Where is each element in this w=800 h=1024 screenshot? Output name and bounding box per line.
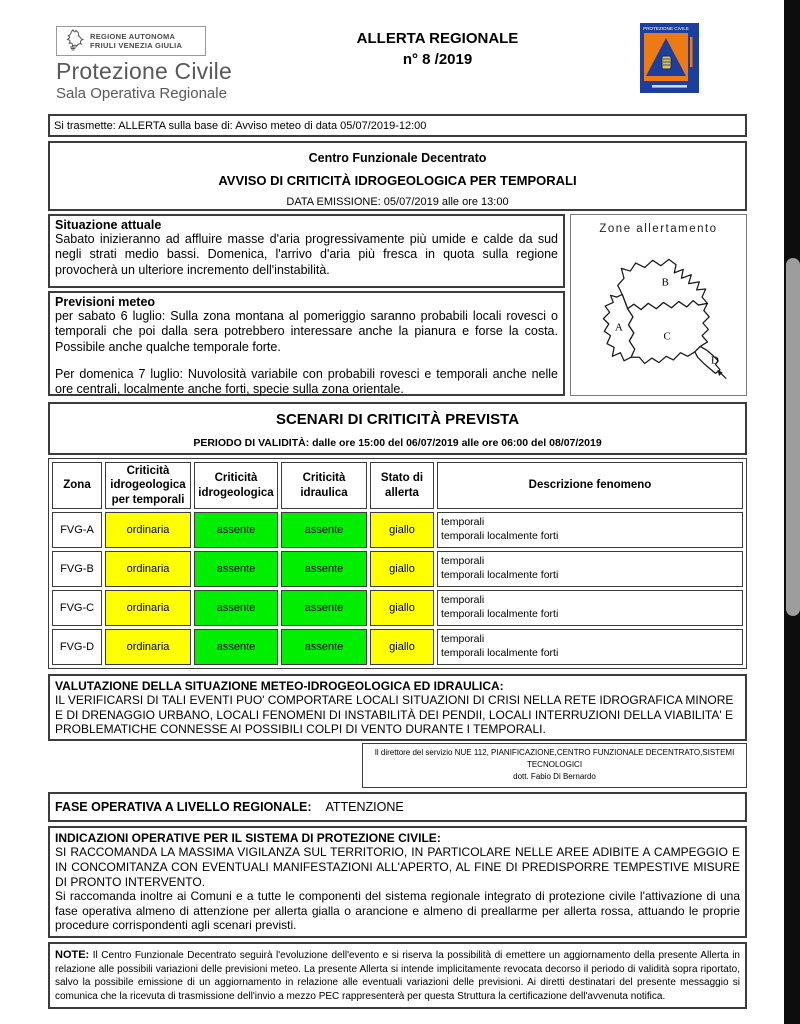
table-row [52, 590, 743, 626]
fase-operativa-box [48, 792, 747, 822]
descrizione-cell [437, 512, 743, 548]
scenari-validity: PERIODO DI VALIDITÀ: dalle ore 15:00 del 06/07/2019 alle ore 06:00 del 08/07/2019 [193, 437, 602, 449]
document-header [48, 0, 747, 106]
map-label-b: B [661, 276, 669, 289]
stato-allerta-cell: giallo [370, 512, 434, 548]
table-row [52, 629, 743, 665]
scrollbar-thumb[interactable] [786, 258, 800, 616]
descrizione-cell [437, 551, 743, 587]
crit-idraulica-cell: assente [281, 551, 367, 587]
stato-allerta-cell: giallo [370, 629, 434, 665]
map-label-d: D [710, 354, 719, 367]
document-title-line1: ALLERTA REGIONALE [356, 30, 519, 47]
col-header-descrizione: Descrizione fenomeno [437, 462, 743, 509]
situation-column [48, 214, 565, 396]
director-title: Il direttore del servizio NUE 112, PIANIFICAZIONE,CENTRO FUNZIONALE DECENTRATO,SISTEMI TECNOLOGICI [374, 748, 735, 770]
previsioni-meteo-box [48, 291, 565, 396]
note-body: Il Centro Funzionale Decentrato seguirà l'evoluzione dell'evento e si riserva la possibilità di emettere un aggiornamento della presente Allerta in relazione alle possibili variazioni delle previsioni meteo. La presente Allerta si intende implicitamente revocata decorso il periodo di validità sopra riportato, salvo la possibile emissione di un aggiornamento in relazione alle eventuali variazioni delle previsioni. Ai diretti destinatari del presente messaggio si comunica che la ricevuta di trasmissione dell'invio a mezzo PEC rappresenterà per questa Struttura la certificazione dell'avvenuta notifica. [55, 950, 740, 1002]
avviso-title: AVVISO DI CRITICITÀ IDROGEOLOGICA PER TEMPORALI [218, 173, 577, 188]
col-header-crit-idraulica: Criticità idraulica [281, 462, 367, 509]
org-subtitle: Sala Operativa Regionale [56, 85, 227, 102]
descrizione-line2: temporali localmente forti [441, 608, 559, 621]
situation-row [48, 214, 747, 396]
note-box [48, 942, 747, 1009]
crit-idrogeologica-cell: assente [194, 551, 278, 587]
scrollbar-track[interactable] [784, 0, 800, 1024]
descrizione-line1: temporali [441, 594, 485, 607]
col-header-zona: Zona [52, 462, 102, 509]
situazione-title: Situazione attuale [55, 218, 162, 232]
cfd-title: Centro Funzionale Decentrato [308, 151, 487, 165]
previsioni-paragraph-2: Per domenica 7 luglio: Nuvolosità variabile con probabili rovesci e temporali anche nelle ore centrali, localmente anche forti, specie sulla zona orientale. [55, 366, 558, 396]
stato-allerta-cell: giallo [370, 590, 434, 626]
col-header-stato-allerta: Stato di allerta [370, 462, 434, 509]
avviso-header-box [48, 141, 747, 211]
document-title-line2: n° 8 /2019 [402, 51, 473, 68]
region-name-line2: FRIULI VENEZIA GIULIA [90, 41, 183, 50]
regione-logo [56, 26, 286, 102]
col-header-crit-temporali: Criticità idrogeologica per temporali [105, 462, 191, 509]
valutazione-body: IL VERIFICARSI DI TALI EVENTI PUO' COMPORTARE LOCALI SITUAZIONI DI CRISI NELLA RETE IDROGRAFICA MINORE E DI DRENAGGIO URBANO, LOCALI FENOMENI DI INSTABILITÀ DEI PENDII, LOCALI INTERRUZIONI DELLA VIABILITA' E PROBLEMATICHE CONNESSE AI POSSIBILI COLPI DI VENTO DURANTE I TEMPORALI. [55, 693, 734, 736]
scenari-title: SCENARI DI CRITICITÀ PREVISTA [275, 411, 520, 428]
crit-temporali-cell: ordinaria [105, 512, 191, 548]
transmit-line-text: Si trasmette: ALLERTA sulla base di: Avviso meteo di data 05/07/2019-12:00 [54, 120, 427, 132]
col-header-crit-idrogeologica: Criticità idrogeologica [194, 462, 278, 509]
stato-allerta-cell: giallo [370, 551, 434, 587]
criticality-table [49, 459, 746, 668]
descrizione-line2: temporali localmente forti [441, 569, 559, 582]
zona-cell: FVG-A [52, 512, 102, 548]
zona-cell: FVG-C [52, 590, 102, 626]
map-title: Zone allertamento [599, 223, 718, 235]
situazione-body: Sabato inizieranno ad affluire masse d'aria progressivamente più umide e calde da sud negli strati medio bassi. Domenica, l'arrivo d'aria più fresca in quota sulla regione provocherà un ulteriore incremento dell'instabilità. [55, 232, 558, 277]
crit-idrogeologica-cell: assente [194, 512, 278, 548]
indicazioni-title: INDICAZIONI OPERATIVE PER IL SISTEMA DI PROTEZIONE CIVILE: [55, 831, 441, 846]
crit-temporali-cell: ordinaria [105, 590, 191, 626]
table-row [52, 512, 743, 548]
zona-cell: FVG-D [52, 629, 102, 665]
table-header-row [52, 462, 743, 509]
indicazioni-box [48, 826, 747, 938]
fase-operativa-value: ATTENZIONE [325, 800, 404, 815]
descrizione-line1: temporali [441, 555, 485, 568]
org-name: Protezione Civile [56, 58, 232, 84]
director-row [48, 743, 747, 788]
alert-document [48, 0, 747, 1009]
crit-idrogeologica-cell: assente [194, 590, 278, 626]
document-title [258, 28, 617, 70]
fase-operativa-label: FASE OPERATIVA A LIVELLO REGIONALE: [55, 800, 312, 815]
crit-temporali-cell: ordinaria [105, 551, 191, 587]
descrizione-line1: temporali [441, 516, 485, 529]
crit-idraulica-cell: assente [281, 512, 367, 548]
transmit-line-box [48, 114, 747, 137]
director-name: dott. Fabio Di Bernardo [513, 772, 596, 782]
region-name-line1: REGIONE AUTONOMA [90, 31, 176, 41]
criticality-table-wrap [48, 458, 747, 669]
indicazioni-paragraph-2: Si raccomanda inoltre ai Comuni e a tutte le componenti del sistema regionale integrato di protezione civile l'attivazione di una fase operativa almeno di attenzione per allerta gialla o arancione e almeno di preallarme per allerta rossa, attuando le proprie procedure corrispondenti agli scenari previsti. [55, 889, 740, 933]
fvg-eagle-icon [61, 29, 85, 53]
situazione-attuale-box [48, 214, 565, 288]
valutazione-box [48, 674, 747, 741]
indicazioni-paragraph-1: SI RACCOMANDA LA MASSIMA VIGILANZA SUL TERRITORIO, IN PARTICOLARE NELLE AREE ADIBITE A CAMPEGGIO E IN CONCOMITANZA CON EVENTUALI MANIFESTAZIONI ALL'APERTO, AL FINE DI PREDISPORRE TEMPESTIVE MISURE DI PRONTO INTERVENTO. [55, 845, 740, 889]
regione-logo-box [56, 26, 206, 56]
descrizione-cell [437, 629, 743, 665]
crit-temporali-cell: ordinaria [105, 629, 191, 665]
emblem-top-text: PROTEZIONE CIVILE [643, 26, 689, 31]
zona-cell: FVG-B [52, 551, 102, 587]
descrizione-cell [437, 590, 743, 626]
note-label: NOTE: [55, 949, 90, 962]
crit-idraulica-cell: assente [281, 590, 367, 626]
zone-allertamento-box [570, 214, 747, 396]
scenari-header-box [48, 402, 747, 455]
previsioni-title: Previsioni meteo [55, 295, 156, 309]
descrizione-line2: temporali localmente forti [441, 530, 559, 543]
map-label-c: C [662, 330, 671, 343]
descrizione-line2: temporali localmente forti [441, 647, 559, 660]
table-row [52, 551, 743, 587]
protezione-civile-emblem [640, 23, 699, 93]
fvg-zones-map [574, 237, 744, 385]
emission-date: DATA EMISSIONE: 05/07/2019 alle ore 13:00 [286, 196, 509, 208]
previsioni-paragraph-1: per sabato 6 luglio: Sulla zona montana al pomeriggio saranno probabili locali rovesci o temporali che poi dalla sera potrebbero interessare anche la pianura e forse la costa. Possibile anche qualche temporale forte. [55, 309, 558, 354]
director-signature-box [362, 743, 747, 788]
map-label-a: A [614, 321, 623, 334]
crit-idrogeologica-cell: assente [194, 629, 278, 665]
crit-idraulica-cell: assente [281, 629, 367, 665]
descrizione-line1: temporali [441, 633, 485, 646]
valutazione-title: VALUTAZIONE DELLA SITUAZIONE METEO-IDROGEOLOGICA ED IDRAULICA: [55, 679, 504, 694]
